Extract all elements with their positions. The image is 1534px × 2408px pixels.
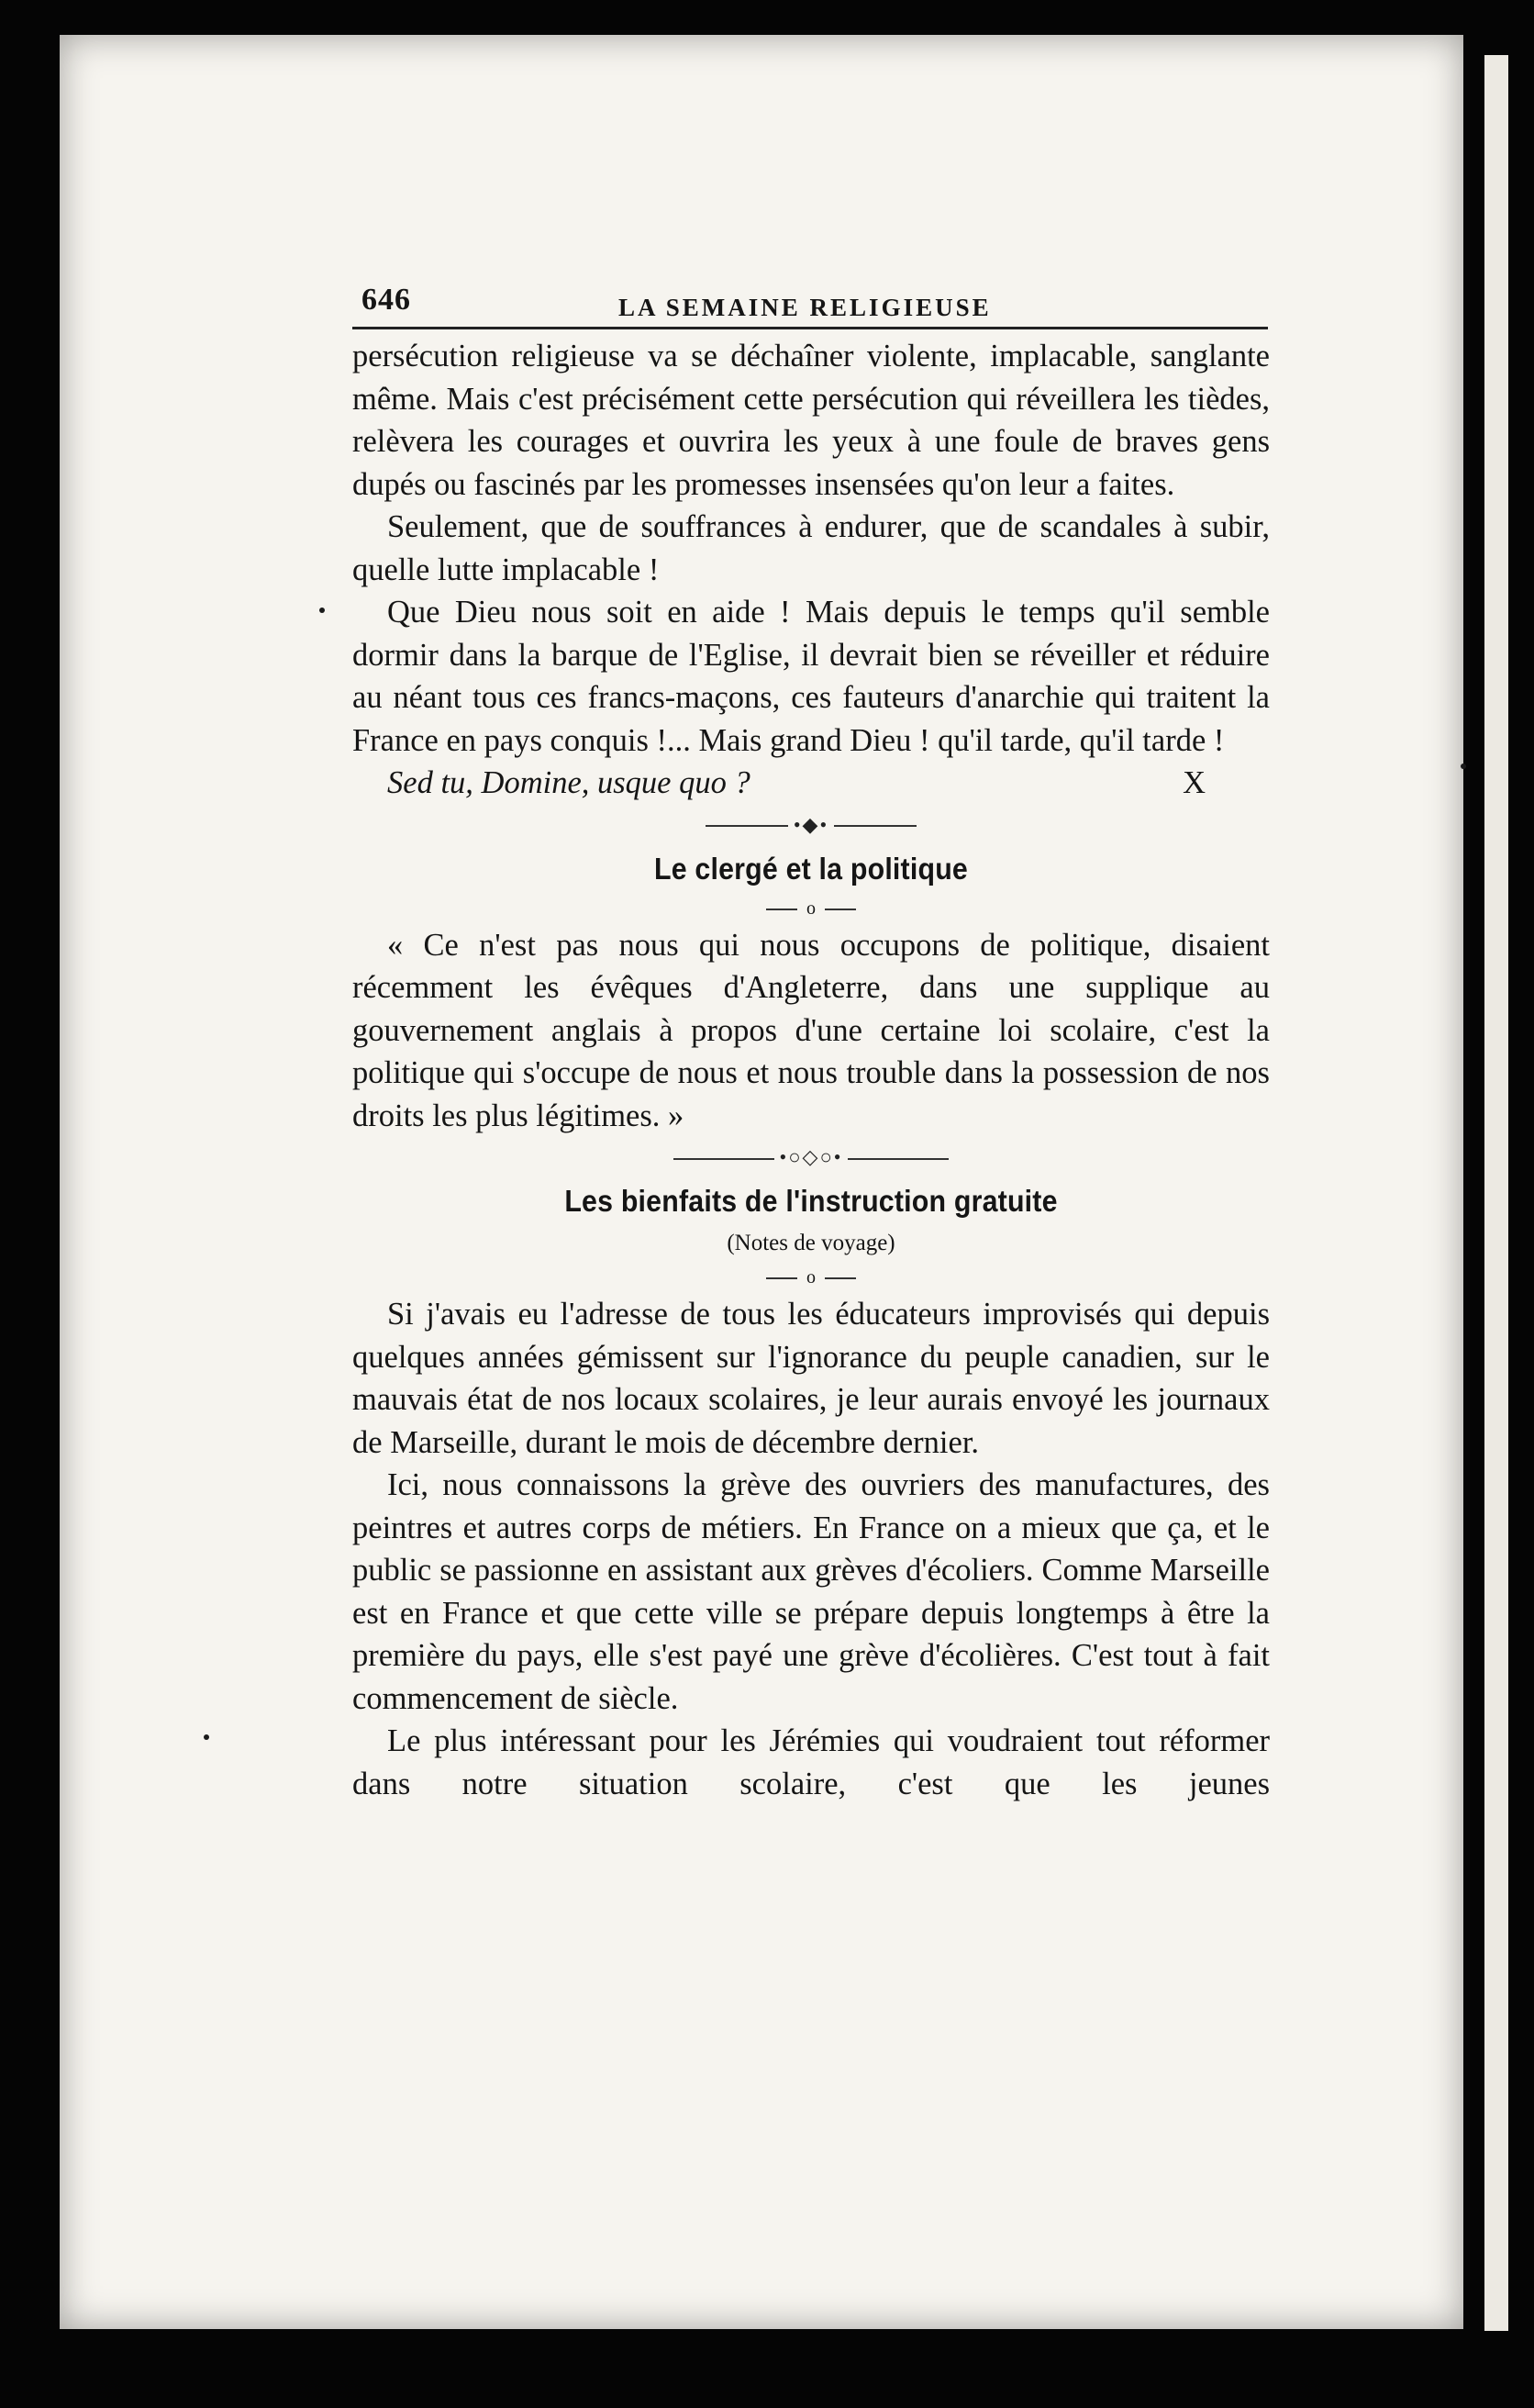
page-content <box>352 268 1270 1805</box>
intro-paragraph-3: Que Dieu nous soit en aide ! Mais depuis le temps qu'il semble dormir dans la barque de l'Eglise, il devrait bien se réveiller et réduire au néant tous ces francs-maçons, ces fauteurs d'anarchie qui traitent la France en pays conquis !... Mais grand Dieu ! qu'il tarde, qu'il tarde ! <box>352 595 1270 758</box>
journal-title: LA SEMAINE RELIGIEUSE <box>618 294 992 321</box>
intro-paragraph-2: Seulement, que de souffrances à endurer, que de scandales à subir, quelle lutte implacable ! <box>352 509 1270 587</box>
small-separator <box>352 893 1270 924</box>
instruction-paragraph-2: Ici, nous connaissons la grève des ouvriers des manufactures, des peintres et autres corps de métiers. En France on a mieux que ça, et le public se passionne en assistant aux grèves d'écoliers. Comme Marseille est en France et que cette ville se prépare depuis longtemps à être la première du pays, elle s'est payé une grève d'écolières. C'est tout à fait commencement de siècle. <box>352 1467 1270 1716</box>
separator-circle: o <box>806 897 816 919</box>
intro-paragraph-1: persécution religieuse va se déchaîner violente, implacable, sanglante même. Mais c'est précisément cette persécution qui réveillera les tièdes, relèvera les courages et ouvrira les yeux à une foule de braves gens dupés ou fascinés par les promesses insensées qu'on leur a faites. <box>352 339 1270 502</box>
section-subtitle: (Notes de voyage) <box>727 1231 895 1255</box>
section-title-clerge: Le clergé et la politique <box>653 851 969 886</box>
author-initial: X <box>1183 765 1206 800</box>
latin-quote: Sed tu, Domine, usque quo ? <box>387 765 750 800</box>
clerge-paragraph: « Ce n'est pas nous qui nous occupons de politique, disaient récemment les évêques d'Angleterre, dans une supplique au gouvernement anglais à propos d'une certaine loi scolaire, c'est la politique qui s'occupe de nous et nous trouble dans la possession de nos droits les plus légitimes. » <box>352 927 1270 1133</box>
section-title-instruction: Les bienfaits de l'instruction gratuite <box>564 1184 1058 1218</box>
scan-speck <box>1461 764 1466 769</box>
ornament-glyph: •◆• <box>793 812 829 836</box>
next-page-edge <box>1484 55 1508 2331</box>
ornament-glyph: •○◇○• <box>779 1145 843 1168</box>
separator-dash <box>766 909 797 910</box>
separator-dash <box>825 909 856 910</box>
separator-dash <box>766 1277 797 1279</box>
separator-circle: o <box>806 1267 816 1288</box>
ornament-rule <box>848 1158 949 1160</box>
section-ornament <box>352 805 1270 845</box>
page-number: 646 <box>361 283 411 317</box>
instruction-paragraph-3: Le plus intéressant pour les Jérémies qui voudraient tout réformer dans notre situation scolaire, c'est que les jeunes <box>352 1723 1270 1801</box>
ornament-rule <box>673 1158 774 1160</box>
small-separator <box>352 1262 1270 1293</box>
ornament-rule <box>834 825 917 827</box>
signoff <box>352 762 1270 805</box>
scan-speck <box>204 1734 209 1740</box>
ornament-rule <box>706 825 788 827</box>
scan-speck <box>319 608 325 613</box>
section-ornament <box>352 1137 1270 1177</box>
instruction-paragraph-1: Si j'avais eu l'adresse de tous les éducateurs improvisés qui depuis quelques années gémissent sur l'ignorance du peuple canadien, sur le mauvais état de nos locaux scolaires, je leur aurais envoyé les journaux de Marseille, durant le mois de décembre dernier. <box>352 1297 1270 1460</box>
running-head <box>352 268 1270 319</box>
separator-dash <box>825 1277 856 1279</box>
